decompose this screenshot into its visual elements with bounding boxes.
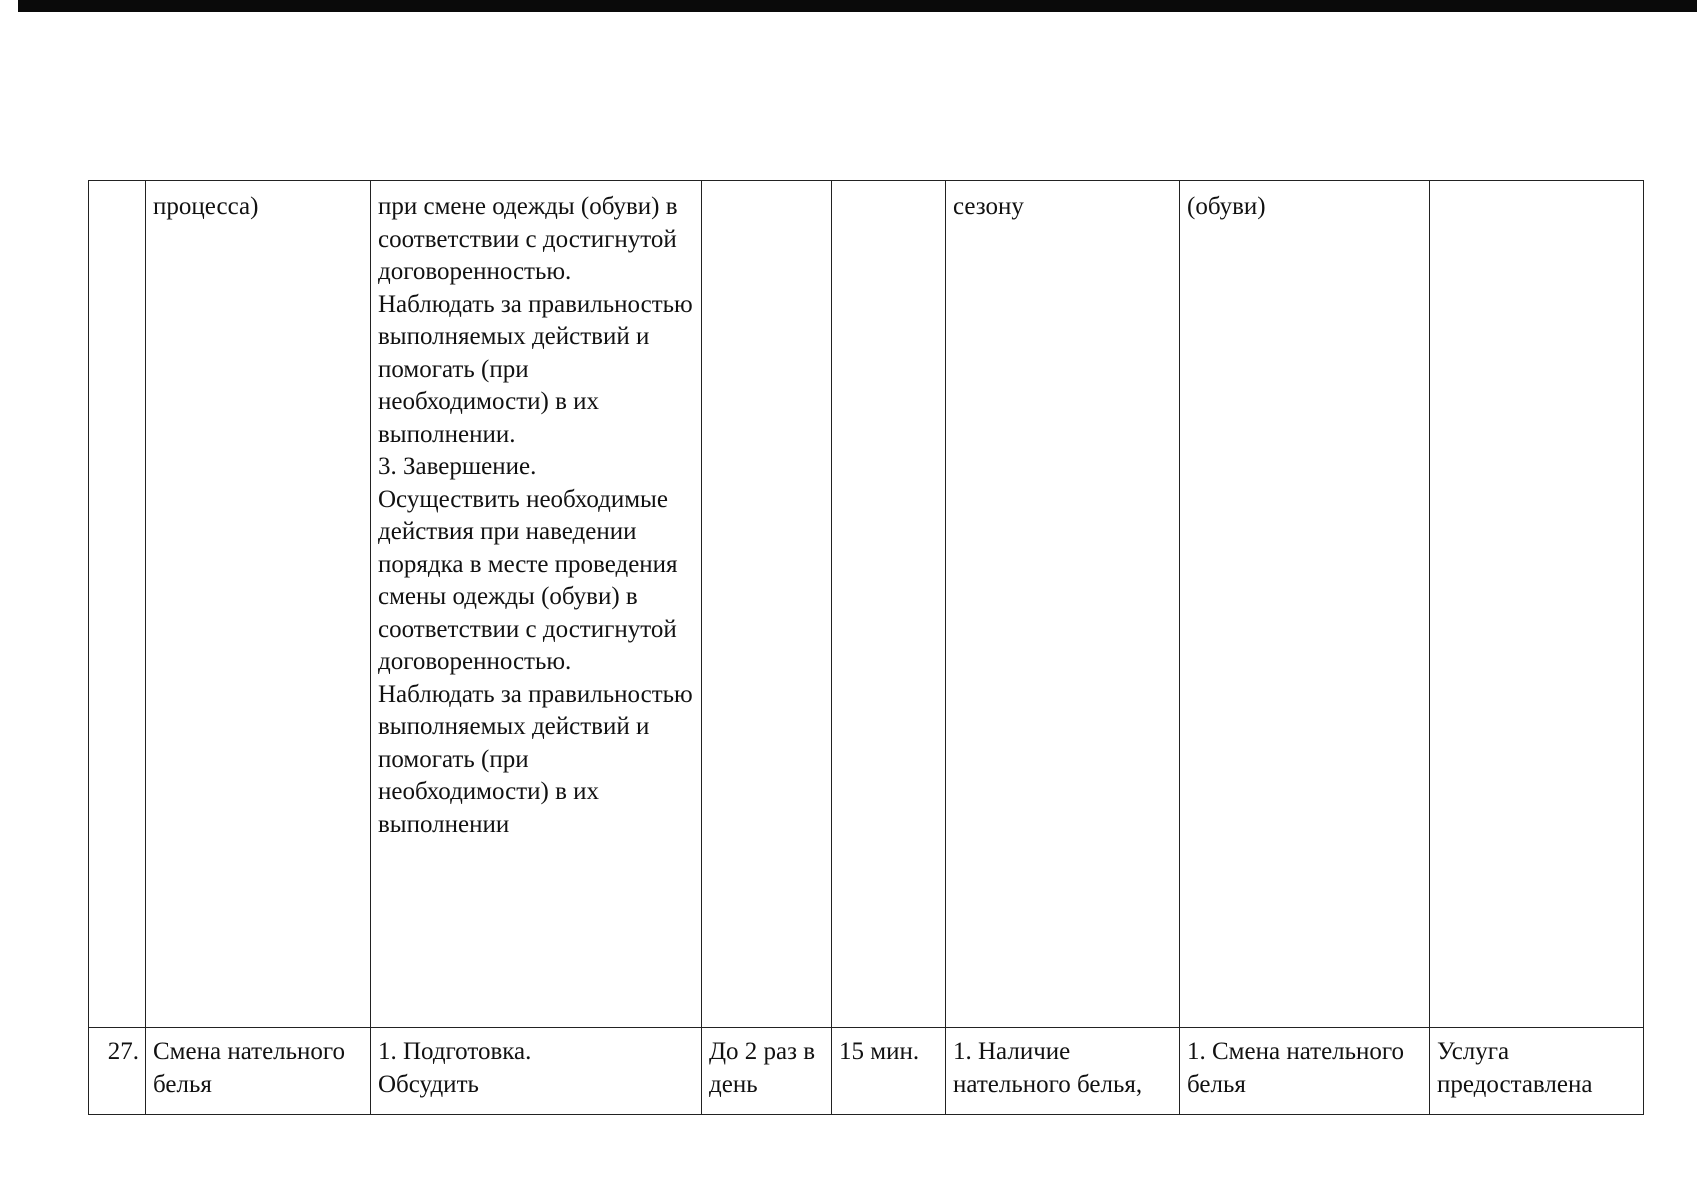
- cell-indicators: 1. Смена нательного белья: [1180, 1028, 1430, 1115]
- services-table: [88, 180, 1644, 1115]
- table-row-continued: [89, 181, 1644, 1028]
- cell-indicators: (обуви): [1180, 181, 1430, 1028]
- cell-frequency: До 2 раз в день: [702, 1028, 832, 1115]
- cell-service: Смена нательного белья: [146, 1028, 371, 1115]
- cell-conditions: сезону: [946, 181, 1180, 1028]
- table-row-27: [89, 1028, 1644, 1115]
- cell-procedure: при смене одежды (обуви) в соответствии с достигнутой договоренностью. Наблюдать за правильностью выполняемых действий и помогать (при необходимости) в их выполнении. 3. Завершение. Осуществить необходимые действия при наведении порядка в месте проведения смены одежды (обуви) в соответствии с достигнутой договоренностью. Наблюдать за правильностью выполняемых действий и помогать (при необходимости) в их выполнении: [371, 181, 702, 1028]
- cell-conditions: 1. Наличие нательного белья,: [946, 1028, 1180, 1115]
- cell-duration: 15 мин.: [832, 1028, 946, 1115]
- cell-duration: [832, 181, 946, 1028]
- cell-result: Услуга предоставлена: [1430, 1028, 1644, 1115]
- cell-result: [1430, 181, 1644, 1028]
- scan-top-bar: [18, 0, 1697, 12]
- cell-frequency: [702, 181, 832, 1028]
- cell-number: 27.: [89, 1028, 146, 1115]
- cell-number: [89, 181, 146, 1028]
- cell-procedure: 1. Подготовка. Обсудить: [371, 1028, 702, 1115]
- cell-service: процесса): [146, 181, 371, 1028]
